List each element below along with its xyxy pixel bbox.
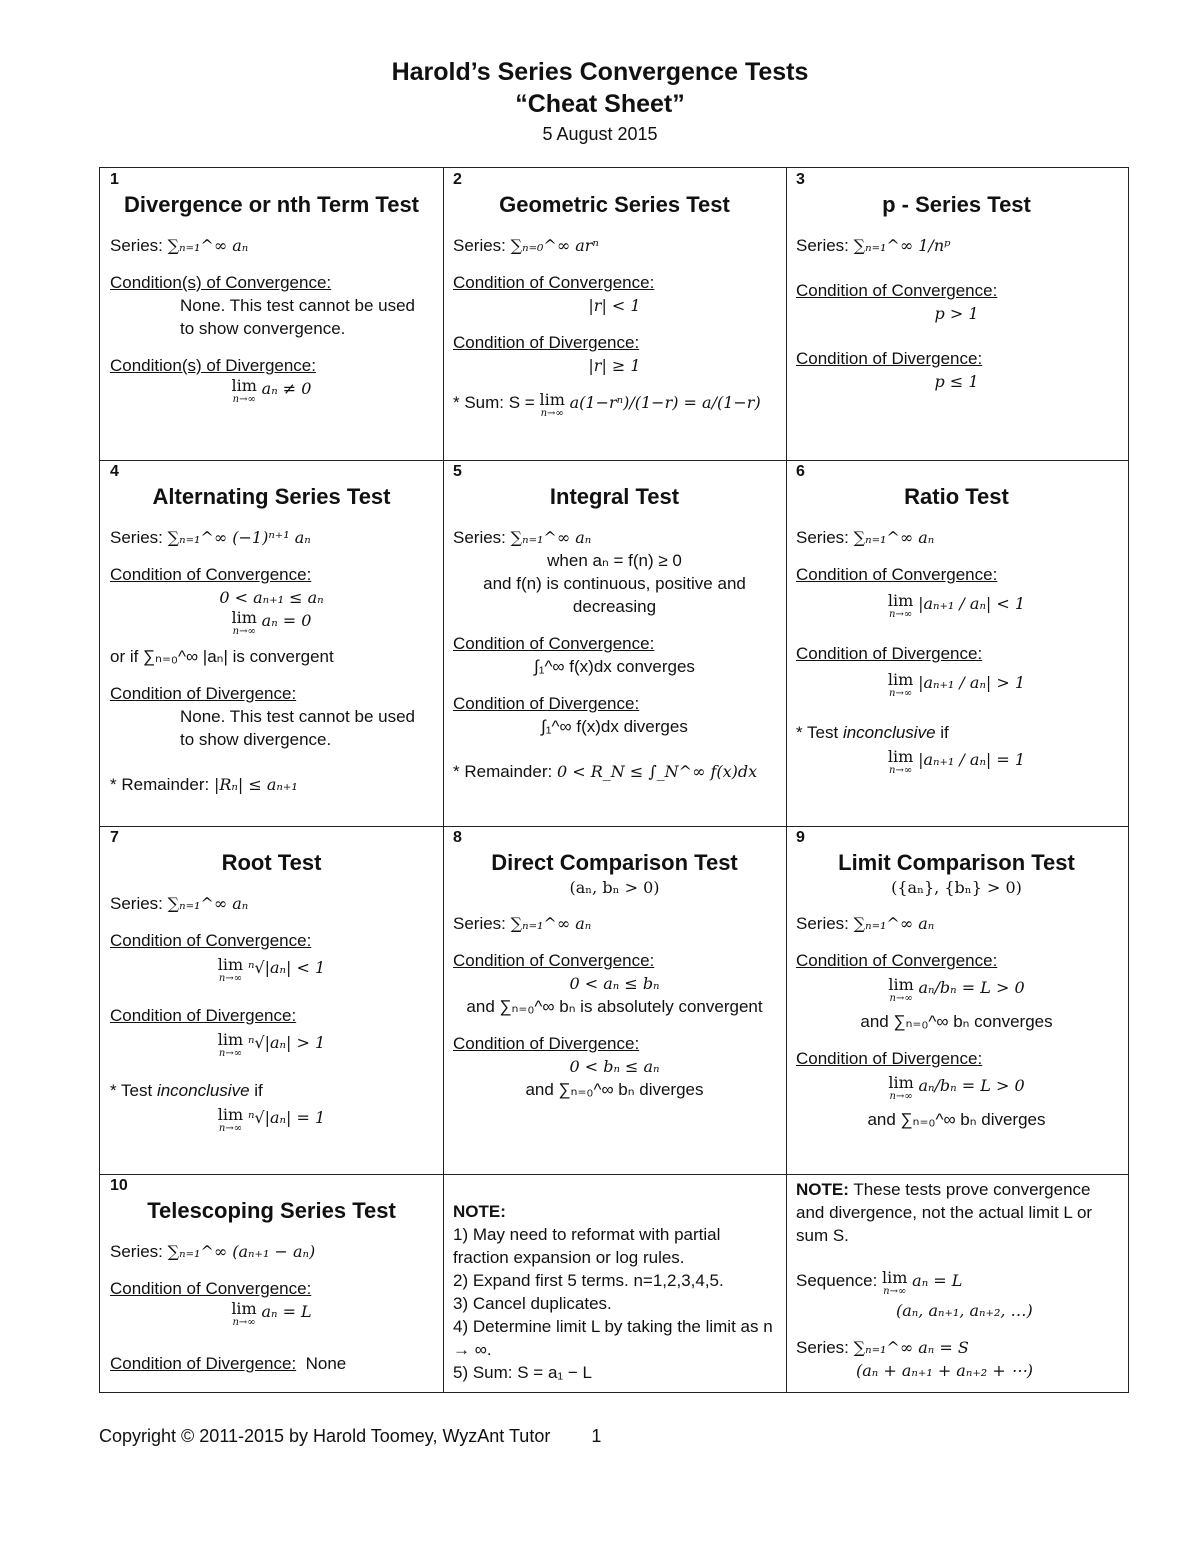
series-line: Series: ∑ₙ₌₁^∞ aₙ [110,236,249,255]
integral-when: when aₙ = f(n) ≥ 0 [547,551,682,570]
sequence-line: Sequence: lim n→∞ aₙ = L [796,1268,963,1297]
note-step: 5) Sum: S = a₁ − L [453,1363,592,1382]
convergence-expr: ∫₁^∞ f(x)dx converges [534,657,695,676]
inconclusive-label: * Test inconclusive if [110,1081,263,1100]
divergence-label: Condition of Divergence: [110,1006,297,1025]
divergence-expr: lim n→∞ ⁿ√|aₙ| > 1 [217,1030,326,1059]
divergence-label: Condition of Divergence: [453,694,640,713]
cell-number: 3 [796,171,805,188]
convergence-label: Condition of Convergence: [453,273,655,292]
page-date: 5 August 2015 [542,124,658,144]
divergence-label: Condition of Divergence: [796,1049,983,1068]
note-step: 3) Cancel duplicates. [453,1294,612,1313]
tests-grid [99,167,1129,1393]
remainder-line: * Remainder: 0 < R_N ≤ ∫_N^∞ f(x)dx [453,762,758,781]
note-step: 1) May need to reformat with partial fraction expansion or log rules. [453,1225,721,1267]
page-number: 1 [591,1426,602,1446]
cell-p-series-test [786,168,1127,460]
convergence-expr: 0 < aₙ ≤ bₙ [569,974,660,993]
note-limits [786,1174,1127,1392]
divergence-label: Condition of Divergence: [110,684,297,703]
inconclusive-expr: lim n→∞ ⁿ√|aₙ| = 1 [217,1105,326,1134]
cell-title: Direct Comparison Test [491,850,738,875]
divergence-expr: p ≤ 1 [934,372,979,391]
divergence-expr: lim n→∞ aₙ ≠ 0 [231,376,312,405]
divergence-expr: 0 < bₙ ≤ aₙ [569,1057,660,1076]
series-line: Series: ∑ₙ₌₁^∞ aₙ [796,914,935,933]
divergence-expr: lim n→∞ aₙ/bₙ = L > 0 [888,1073,1025,1102]
series-sum-list: (aₙ + aₙ₊₁ + aₙ₊₂ + ⋯) [856,1361,1034,1380]
series-sum-line: Series: ∑ₙ₌₁^∞ aₙ = S [796,1338,969,1357]
divergence-and: and ∑ₙ₌₀^∞ bₙ diverges [867,1110,1046,1129]
convergence-expr: lim n→∞ ⁿ√|aₙ| < 1 [217,955,326,984]
convergence-label: Condition of Convergence: [796,951,998,970]
divergence-line: Condition of Divergence: None [110,1354,347,1373]
convergence-expr: lim n→∞ aₙ = L [231,1299,312,1328]
cell-number: 6 [796,463,805,480]
cell-title: Alternating Series Test [152,484,391,509]
series-line: Series: ∑ₙ₌₁^∞ aₙ [453,914,592,933]
divergence-label: Condition of Divergence: [453,1034,640,1053]
series-line: Series: ∑ₙ₌₁^∞ (aₙ₊₁ − aₙ) [110,1242,316,1261]
note-step: 4) Determine limit L by taking the limit as n → ∞. [453,1317,773,1359]
cell-number: 8 [453,829,462,846]
inconclusive-label: * Test inconclusive if [796,723,949,742]
cell-root-test [100,826,443,1174]
cell-title: Limit Comparison Test [838,850,1075,875]
divergence-expr: ∫₁^∞ f(x)dx diverges [541,717,688,736]
convergence-label: Condition of Convergence: [110,1279,312,1298]
page-subtitle: “Cheat Sheet” [515,90,685,118]
series-line: Series: ∑ₙ₌₁^∞ (−1)ⁿ⁺¹ aₙ [110,528,311,547]
remainder-line: * Remainder: |Rₙ| ≤ aₙ₊₁ [110,775,298,794]
cell-title: p - Series Test [882,192,1031,217]
series-line: Series: ∑ₙ₌₀^∞ arⁿ [453,236,599,255]
note-telescoping-steps [443,1174,786,1392]
note-step: 2) Expand first 5 terms. n=1,2,3,4,5. [453,1271,724,1290]
page-footer [99,1426,601,1447]
cell-number: 2 [453,171,462,188]
inconclusive-expr: lim n→∞ |aₙ₊₁ / aₙ| = 1 [887,747,1026,776]
cell-limit-comparison-test [786,826,1127,1174]
cell-title: Ratio Test [904,484,1009,509]
sum-line: * Sum: S = lim n→∞ a(1−rⁿ)/(1−r) = a/(1−r) [453,390,761,419]
sequence-list: (aₙ, aₙ₊₁, aₙ₊₂, …) [896,1301,1033,1320]
cell-number: 1 [110,171,119,188]
divergence-label: Condition(s) of Divergence: [110,356,316,375]
cell-ratio-test [786,460,1127,826]
convergence-and: and ∑ₙ₌₀^∞ bₙ is absolutely convergent [466,997,763,1016]
divergence-label: Condition of Divergence: [796,644,983,663]
convergence-and: and ∑ₙ₌₀^∞ bₙ converges [860,1012,1053,1031]
integral-and: and f(n) is continuous, positive and decreasing [483,574,746,616]
divergence-text: None. This test cannot be used to show divergence. [180,707,416,749]
page-title: Harold’s Series Convergence Tests [391,58,809,86]
convergence-expr: 0 < aₙ₊₁ ≤ aₙ [219,588,324,607]
divergence-expr: lim n→∞ |aₙ₊₁ / aₙ| > 1 [887,670,1026,699]
cell-direct-comparison-test [443,826,786,1174]
cell-geometric-test [443,168,786,460]
series-line: Series: ∑ₙ₌₁^∞ aₙ [796,528,935,547]
note-text: NOTE: These tests prove convergence and divergence, not the actual limit L or sum S. [796,1180,1093,1245]
cell-title: Integral Test [549,484,680,509]
page-header [0,56,1200,146]
divergence-expr: |r| ≥ 1 [588,356,641,375]
copyright: Copyright © 2011-2015 by Harold Toomey, WyzAnt Tutor [99,1426,551,1446]
convergence-label: Condition of Convergence: [110,565,312,584]
convergence-expr: p > 1 [934,304,979,323]
series-line: Series: ∑ₙ₌₁^∞ 1/nᵖ [796,236,951,255]
cell-number: 4 [110,463,119,480]
convergence-label: Condition of Convergence: [453,634,655,653]
convergence-expr: |r| < 1 [588,296,641,315]
cell-divergence-test [100,168,443,460]
convergence-label: Condition of Convergence: [796,565,998,584]
divergence-label: Condition of Divergence: [453,333,640,352]
series-line: Series: ∑ₙ₌₁^∞ aₙ [453,528,592,547]
convergence-label: Condition of Convergence: [796,281,998,300]
note-heading: NOTE: [453,1202,506,1221]
cell-title: Geometric Series Test [499,192,730,217]
convergence-label: Condition of Convergence: [453,951,655,970]
cell-title: Root Test [221,850,322,875]
cell-subtitle: ({aₙ}, {bₙ} > 0) [891,878,1022,897]
convergence-expr: lim n→∞ aₙ/bₙ = L > 0 [888,975,1025,1004]
series-line: Series: ∑ₙ₌₁^∞ aₙ [110,894,249,913]
cell-number: 7 [110,829,119,846]
convergence-label: Condition of Convergence: [110,931,312,950]
cell-subtitle: (aₙ, bₙ > 0) [569,878,660,897]
convergence-text: None. This test cannot be used to show convergence. [180,296,416,338]
convergence-limit: lim n→∞ aₙ = 0 [231,608,312,637]
convergence-expr: lim n→∞ |aₙ₊₁ / aₙ| < 1 [887,591,1026,620]
cell-number: 9 [796,829,805,846]
cell-number: 10 [110,1177,128,1194]
cell-telescoping-test [100,1174,443,1392]
cell-title: Telescoping Series Test [147,1198,396,1223]
divergence-label: Condition of Divergence: [796,349,983,368]
cell-integral-test [443,460,786,826]
cell-number: 5 [453,463,462,480]
cell-alternating-test [100,460,443,826]
cell-title: Divergence or nth Term Test [123,192,420,217]
divergence-and: and ∑ₙ₌₀^∞ bₙ diverges [525,1080,704,1099]
convergence-alt: or if ∑ₙ₌₀^∞ |aₙ| is convergent [110,647,334,666]
convergence-label: Condition(s) of Convergence: [110,273,332,292]
